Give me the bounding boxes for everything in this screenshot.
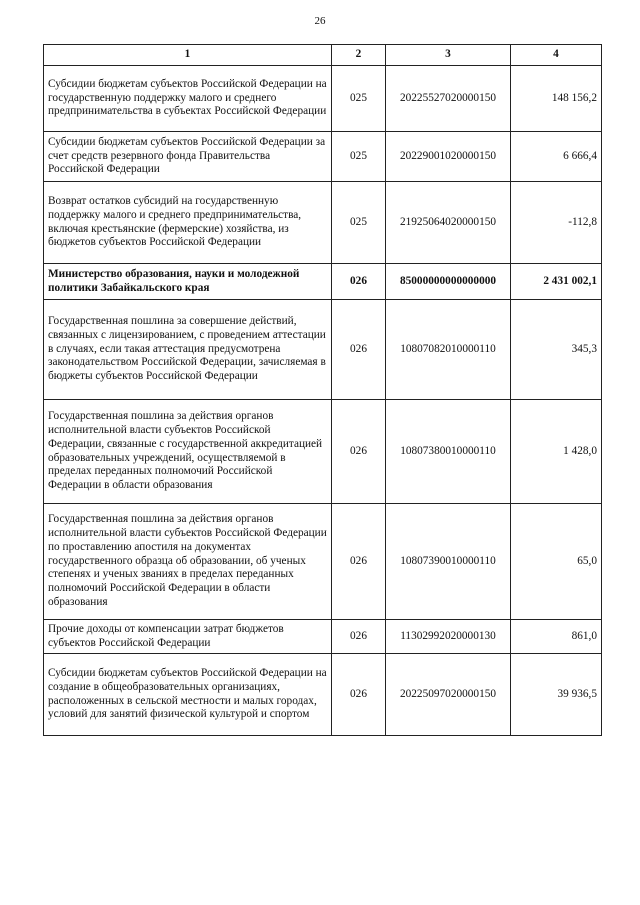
header-col-4: 4	[511, 45, 602, 66]
row-name-cell: Государственная пошлина за действия органов исполнительной власти субъектов Российской Федерации по проставлению апостиля на документах государственного образца об образовании, об ученых степенях и ученых званиях в пределах переданных полномочий Российской Федерации в области образования	[44, 504, 332, 620]
row-admin-cell: 025	[332, 66, 386, 132]
header-col-2: 2	[332, 45, 386, 66]
header-col-1: 1	[44, 45, 332, 66]
row-amount-cell: 1 428,0	[511, 400, 602, 504]
row-admin-cell: 026	[332, 264, 386, 300]
row-amount-cell: 39 936,5	[511, 654, 602, 736]
row-admin-cell: 025	[332, 132, 386, 182]
row-code-cell: 85000000000000000	[386, 264, 511, 300]
table-row	[44, 654, 602, 736]
row-code-cell: 10807082010000110	[386, 300, 511, 400]
row-name-cell: Возврат остатков субсидий на государственную поддержку малого и среднего предпринимательства, включая крестьянские (фермерские) хозяйства, из бюджетов субъектов Российской Федерации	[44, 182, 332, 264]
row-admin-cell: 026	[332, 504, 386, 620]
header-col-3: 3	[386, 45, 511, 66]
table-body	[44, 66, 602, 736]
row-code-cell: 11302992020000130	[386, 620, 511, 654]
row-amount-cell: 6 666,4	[511, 132, 602, 182]
row-amount-cell: 148 156,2	[511, 66, 602, 132]
row-amount-cell: 345,3	[511, 300, 602, 400]
row-admin-cell: 026	[332, 620, 386, 654]
row-amount-cell: 861,0	[511, 620, 602, 654]
row-name-cell: Государственная пошлина за действия органов исполнительной власти субъектов Российской Федерации, связанные с государственной аккредитацией образовательных учреждений, осуществляемой в пределах переданных полномочий Российской Федерации в области образования	[44, 400, 332, 504]
row-name-cell: Субсидии бюджетам субъектов Российской Федерации на создание в общеобразовательных организациях, расположенных в сельской местности и малых городах, условий для занятий физической культурой и спортом	[44, 654, 332, 736]
table-row	[44, 182, 602, 264]
row-name-cell: Субсидии бюджетам субъектов Российской Федерации за счет средств резервного фонда Правительства Российской Федерации	[44, 132, 332, 182]
row-code-cell: 20225097020000150	[386, 654, 511, 736]
table-header-row	[44, 45, 602, 66]
row-name-cell: Министерство образования, науки и молодежной политики Забайкальского края	[44, 264, 332, 300]
row-name-cell: Государственная пошлина за совершение действий, связанных с лицензированием, с проведением аттестации в случаях, если такая аттестация предусмотрена законодательством Российской Федерации, зачисляемая в бюджеты субъектов Российской Федерации	[44, 300, 332, 400]
row-code-cell: 10807390010000110	[386, 504, 511, 620]
row-admin-cell: 025	[332, 182, 386, 264]
row-admin-cell: 026	[332, 654, 386, 736]
row-code-cell: 21925064020000150	[386, 182, 511, 264]
table-row	[44, 504, 602, 620]
table-row	[44, 264, 602, 300]
row-code-cell: 20229001020000150	[386, 132, 511, 182]
revenue-table	[43, 44, 602, 736]
table-row	[44, 66, 602, 132]
row-code-cell: 20225527020000150	[386, 66, 511, 132]
row-admin-cell: 026	[332, 400, 386, 504]
row-code-cell: 10807380010000110	[386, 400, 511, 504]
table-row	[44, 300, 602, 400]
row-amount-cell: 65,0	[511, 504, 602, 620]
table-row	[44, 400, 602, 504]
page-number: 26	[314, 15, 326, 27]
row-amount-cell: 2 431 002,1	[511, 264, 602, 300]
row-amount-cell: -112,8	[511, 182, 602, 264]
table-row	[44, 620, 602, 654]
row-name-cell: Субсидии бюджетам субъектов Российской Федерации на государственную поддержку малого и среднего предпринимательства в субъектах Российской Федерации	[44, 66, 332, 132]
row-admin-cell: 026	[332, 300, 386, 400]
table-row	[44, 132, 602, 182]
row-name-cell: Прочие доходы от компенсации затрат бюджетов субъектов Российской Федерации	[44, 620, 332, 654]
blank-page-area	[0, 760, 640, 905]
